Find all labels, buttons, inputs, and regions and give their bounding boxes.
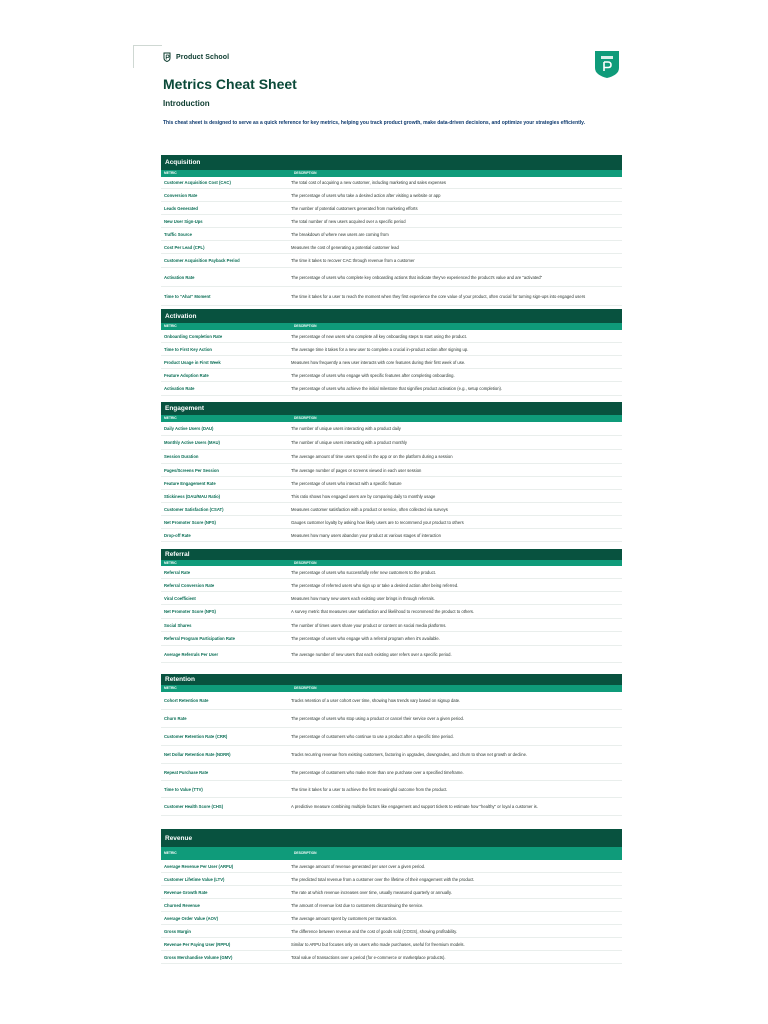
metric-name: Onboarding Completion Rate — [164, 333, 223, 339]
metric-description: The percentage of users who take a desired action after visiting a website or app — [291, 192, 441, 198]
metric-description: The percentage of users who interact with a specific feature — [291, 480, 402, 486]
metric-name: Revenue Per Paying User (RPPU) — [164, 941, 231, 947]
section-retention — [161, 674, 622, 831]
metric-name: Repeat Purchase Rate — [164, 769, 209, 775]
column-header-description: DESCRIPTION — [294, 561, 317, 565]
metric-name: Gross Merchandise Volume (GMV) — [164, 954, 233, 960]
metric-description: The percentage of referred users who sign up or take a desired action after being referred. — [291, 582, 459, 588]
metric-name: Pages/Screens Per Session — [164, 467, 219, 473]
section-engagement — [161, 402, 622, 557]
table-row — [161, 287, 622, 306]
table-row — [161, 177, 622, 189]
metric-description: The percentage of users who achieve the initial milestone that signifies product activation (e.g., setup completion). — [291, 386, 503, 391]
table-row — [161, 781, 622, 798]
metric-description: The percentage of users who stop using a product or cancel their service over a given period. — [291, 716, 464, 721]
table-row — [161, 619, 622, 632]
metric-description: This ratio shows how engaged users are by comparing daily to monthly usage — [291, 493, 436, 499]
metric-name: Activation Rate — [164, 386, 195, 391]
metric-name: Time to First Key Action — [164, 346, 212, 352]
section-heading: Engagement — [161, 402, 622, 415]
metric-name: Time to "Aha!" Moment — [164, 293, 211, 299]
metric-name: Revenue Growth Rate — [164, 889, 208, 895]
metric-name: Churn Rate — [164, 716, 187, 721]
metric-description: The percentage of customers who continue to use a product after a specific time period. — [291, 734, 454, 739]
table-row — [161, 382, 622, 396]
table-row — [161, 646, 622, 663]
table-row — [161, 202, 622, 215]
column-header-row — [161, 685, 622, 692]
metric-name: Average Revenue Per User (ARPU) — [164, 863, 234, 869]
metric-description: A survey metric that measures user satisfaction and likelihood to recommend the product to others. — [291, 609, 475, 614]
metric-name: Viral Coefficient — [164, 595, 196, 601]
metric-description: The number of unique users interacting with a product monthly — [291, 440, 407, 445]
column-header-description: DESCRIPTION — [294, 171, 317, 175]
table-row — [161, 268, 622, 287]
metric-description: The total number of new users acquired over a specific period — [291, 218, 406, 224]
metric-name: Average Order Value (AOV) — [164, 915, 219, 921]
table-row — [161, 464, 622, 477]
intro-heading: Introduction — [163, 99, 210, 108]
table-row — [161, 710, 622, 728]
metric-name: Referral Program Participation Rate — [164, 636, 235, 641]
metric-description: Measures customer satisfaction with a product or service, often collected via surveys — [291, 506, 448, 512]
metric-name: Customer Health Score (CHS) — [164, 804, 224, 809]
page-title: Metrics Cheat Sheet — [163, 76, 297, 92]
section-revenue — [161, 829, 622, 964]
metric-description: Tracks recurring revenue from existing customers, factoring in upgrades, downgrades, and churn to show net growth or decline. — [291, 752, 528, 757]
metric-description: The time it takes for a user to achieve the first meaningful outcome from the product. — [291, 786, 448, 792]
metric-name: Churned Revenue — [164, 902, 200, 908]
metric-description: The number of times users share your product or content on social media platforms. — [291, 622, 447, 628]
table-row — [161, 579, 622, 592]
metric-description: The time it takes for a user to reach the moment when they first experience the core value of your product, often crucial for turning sign-ups into engaged users — [291, 293, 586, 299]
metric-description: The percentage of new users who complete all key onboarding steps to start using the product. — [291, 333, 467, 339]
metric-name: Drop-off Rate — [164, 532, 191, 538]
table-row — [161, 343, 622, 356]
metric-name: Daily Active Users (DAU) — [164, 426, 214, 431]
table-row — [161, 912, 622, 925]
section-acquisition — [161, 155, 622, 321]
metric-description: The percentage of customers who make more than one purchase over a specified timeframe. — [291, 769, 464, 775]
metric-name: Cohort Retention Rate — [164, 698, 209, 703]
metric-description: Measures how many new users each existing user brings in through referrals. — [291, 595, 435, 601]
table-row — [161, 746, 622, 764]
metric-description: Measures the cost of generating a potential customer lead — [291, 244, 399, 250]
column-header-row — [161, 415, 622, 422]
column-header-metric: METRIC — [164, 851, 177, 855]
metric-description: The average amount of time users spend in the app or on the platform during a session — [291, 454, 453, 459]
column-header-metric: METRIC — [164, 561, 177, 565]
metric-description: The percentage of users who engage with specific features after completing onboarding. — [291, 372, 455, 378]
metric-name: Net Promoter Score (NPS) — [164, 519, 216, 525]
section-heading: Activation — [161, 309, 622, 323]
column-header-description: DESCRIPTION — [294, 324, 317, 328]
column-header-metric: METRIC — [164, 686, 177, 690]
metric-name: Customer Acquisition Payback Period — [164, 258, 240, 263]
metric-description: The average amount of revenue generated per user over a given period. — [291, 863, 426, 869]
column-header-description: DESCRIPTION — [294, 416, 317, 420]
column-header-row — [161, 170, 622, 177]
table-row — [161, 592, 622, 605]
metric-name: Average Referrals Per User — [164, 651, 219, 657]
column-header-row — [161, 323, 622, 330]
column-header-metric: METRIC — [164, 324, 177, 328]
table-row — [161, 529, 622, 542]
table-row — [161, 764, 622, 781]
metric-name: Referral Conversion Rate — [164, 582, 215, 588]
section-referral — [161, 549, 622, 678]
metric-description: The time it takes to recover CAC through revenue from a customer — [291, 258, 415, 263]
metric-description: The total cost of acquiring a new customer, including marketing and sales expenses — [291, 180, 447, 185]
brand-name: Product School — [176, 53, 230, 61]
metric-name: Referral Rate — [164, 569, 191, 575]
metric-description: A predictive measure combining multiple factors like engagement and support tickets to estimate how "healthy" or loyal a customer is. — [291, 804, 538, 809]
table-row — [161, 369, 622, 382]
column-header-metric: METRIC — [164, 416, 177, 420]
metric-description: The percentage of users who successfully refer new customers to the product. — [291, 569, 437, 575]
table-row — [161, 241, 622, 254]
table-row — [161, 899, 622, 912]
metric-name: Leads Generated — [164, 205, 198, 211]
metric-name: Customer Lifetime Value (LTV) — [164, 876, 225, 882]
table-row — [161, 490, 622, 503]
metric-name: Cost Per Lead (CPL) — [164, 244, 205, 250]
column-header-row — [161, 847, 622, 860]
table-row — [161, 728, 622, 746]
metric-name: New User Sign-Ups — [164, 218, 203, 224]
section-heading: Acquisition — [161, 155, 622, 170]
table-row — [161, 632, 622, 646]
metric-description: Gauges customer loyalty by asking how likely users are to recommend your product to others — [291, 519, 464, 525]
table-row — [161, 254, 622, 268]
brand — [163, 52, 229, 62]
section-heading: Revenue — [161, 829, 622, 847]
table-row — [161, 873, 622, 886]
metric-name: Customer Retention Rate (CRR) — [164, 734, 228, 739]
column-header-description: DESCRIPTION — [294, 851, 317, 855]
metric-description: The percentage of users who complete key onboarding actions that indicate they've experienced the product's value and are "activated" — [291, 274, 543, 280]
table-row — [161, 228, 622, 241]
intro-text: This cheat sheet is designed to serve as a quick reference for key metrics, helping you track product growth, make data-driven decisions, and optimize your strategies efficiently. — [163, 120, 585, 126]
metric-description: Total value of transactions over a period (for e-commerce or marketplace products). — [291, 954, 446, 960]
metric-name: Product Usage in First Week — [164, 359, 221, 365]
metric-name: Feature Engagement Rate — [164, 480, 216, 486]
metric-name: Customer Acquisition Cost (CAC) — [164, 180, 231, 185]
metric-description: The amount of revenue lost due to customers discontinuing the service. — [291, 902, 424, 908]
page-corner-mark — [133, 45, 162, 68]
table-row — [161, 566, 622, 579]
table-row — [161, 436, 622, 450]
table-row — [161, 503, 622, 516]
metric-description: The average time it takes for a new user to complete a crucial in-product action after signing up. — [291, 346, 469, 352]
metric-description: The number of unique users interacting with a product daily — [291, 426, 401, 431]
table-row — [161, 938, 622, 951]
metric-description: The number of potential customers generated from marketing efforts — [291, 205, 418, 211]
table-row — [161, 450, 622, 464]
metric-name: Feature Adoption Rate — [164, 372, 209, 378]
section-heading: Retention — [161, 674, 622, 685]
metric-name: Customer Satisfaction (CSAT) — [164, 506, 224, 512]
metric-description: The predicted total revenue from a customer over the lifetime of their engagement with the product. — [291, 876, 475, 882]
table-row — [161, 886, 622, 899]
metric-description: The average number of pages or screens viewed in each user session — [291, 467, 422, 473]
table-row — [161, 477, 622, 490]
metric-description: The percentage of users who engage with a referral program when it's available. — [291, 636, 440, 641]
metric-name: Session Duration — [164, 454, 199, 459]
metric-name: Activation Rate — [164, 274, 195, 280]
table-row — [161, 516, 622, 529]
metric-name: Stickiness (DAU/MAU Ratio) — [164, 493, 221, 499]
metric-description: The average number of new users that each existing user refers over a specific period. — [291, 651, 452, 657]
table-row — [161, 330, 622, 343]
column-header-metric: METRIC — [164, 171, 177, 175]
table-row — [161, 189, 622, 202]
metric-name: Gross Margin — [164, 928, 191, 934]
metric-name: Time to Value (TTV) — [164, 786, 203, 792]
metric-name: Traffic Source — [164, 231, 192, 237]
table-row — [161, 692, 622, 710]
section-heading: Referral — [161, 549, 622, 560]
column-header-description: DESCRIPTION — [294, 686, 317, 690]
table-row — [161, 925, 622, 938]
table-row — [161, 422, 622, 436]
table-row — [161, 356, 622, 369]
table-row — [161, 860, 622, 873]
table-row — [161, 605, 622, 619]
section-activation — [161, 309, 622, 411]
metric-name: Net Promoter Score (NPS) — [164, 609, 216, 614]
metric-name: Social Shares — [164, 622, 192, 628]
metric-description: The average amount spent by customers per transaction. — [291, 915, 398, 921]
metric-name: Monthly Active Users (MAU) — [164, 440, 220, 445]
product-school-badge-icon — [592, 49, 622, 79]
product-school-logo-icon — [163, 52, 171, 62]
table-row — [161, 798, 622, 816]
metric-description: The rate at which revenue increases over time, usually measured quarterly or annually. — [291, 889, 452, 895]
metric-name: Conversion Rate — [164, 192, 198, 198]
metric-description: The difference between revenue and the cost of goods sold (COGS), showing profitability. — [291, 928, 458, 934]
metric-description: Measures how many users abandon your product at various stages of interaction — [291, 532, 441, 538]
metric-description: Measures how frequently a new user interacts with core features during their first week of use. — [291, 359, 466, 365]
metric-description: The breakdown of where new users are coming from — [291, 231, 389, 237]
table-row — [161, 215, 622, 228]
table-row — [161, 951, 622, 964]
metric-description: Similar to ARPU but focuses only on users who made purchases, useful for freemium models. — [291, 941, 465, 947]
metric-name: Net Dollar Retention Rate (NDRR) — [164, 752, 231, 757]
metric-description: Tracks retention of a user cohort over time, showing how trends vary based on signup date. — [291, 698, 461, 703]
